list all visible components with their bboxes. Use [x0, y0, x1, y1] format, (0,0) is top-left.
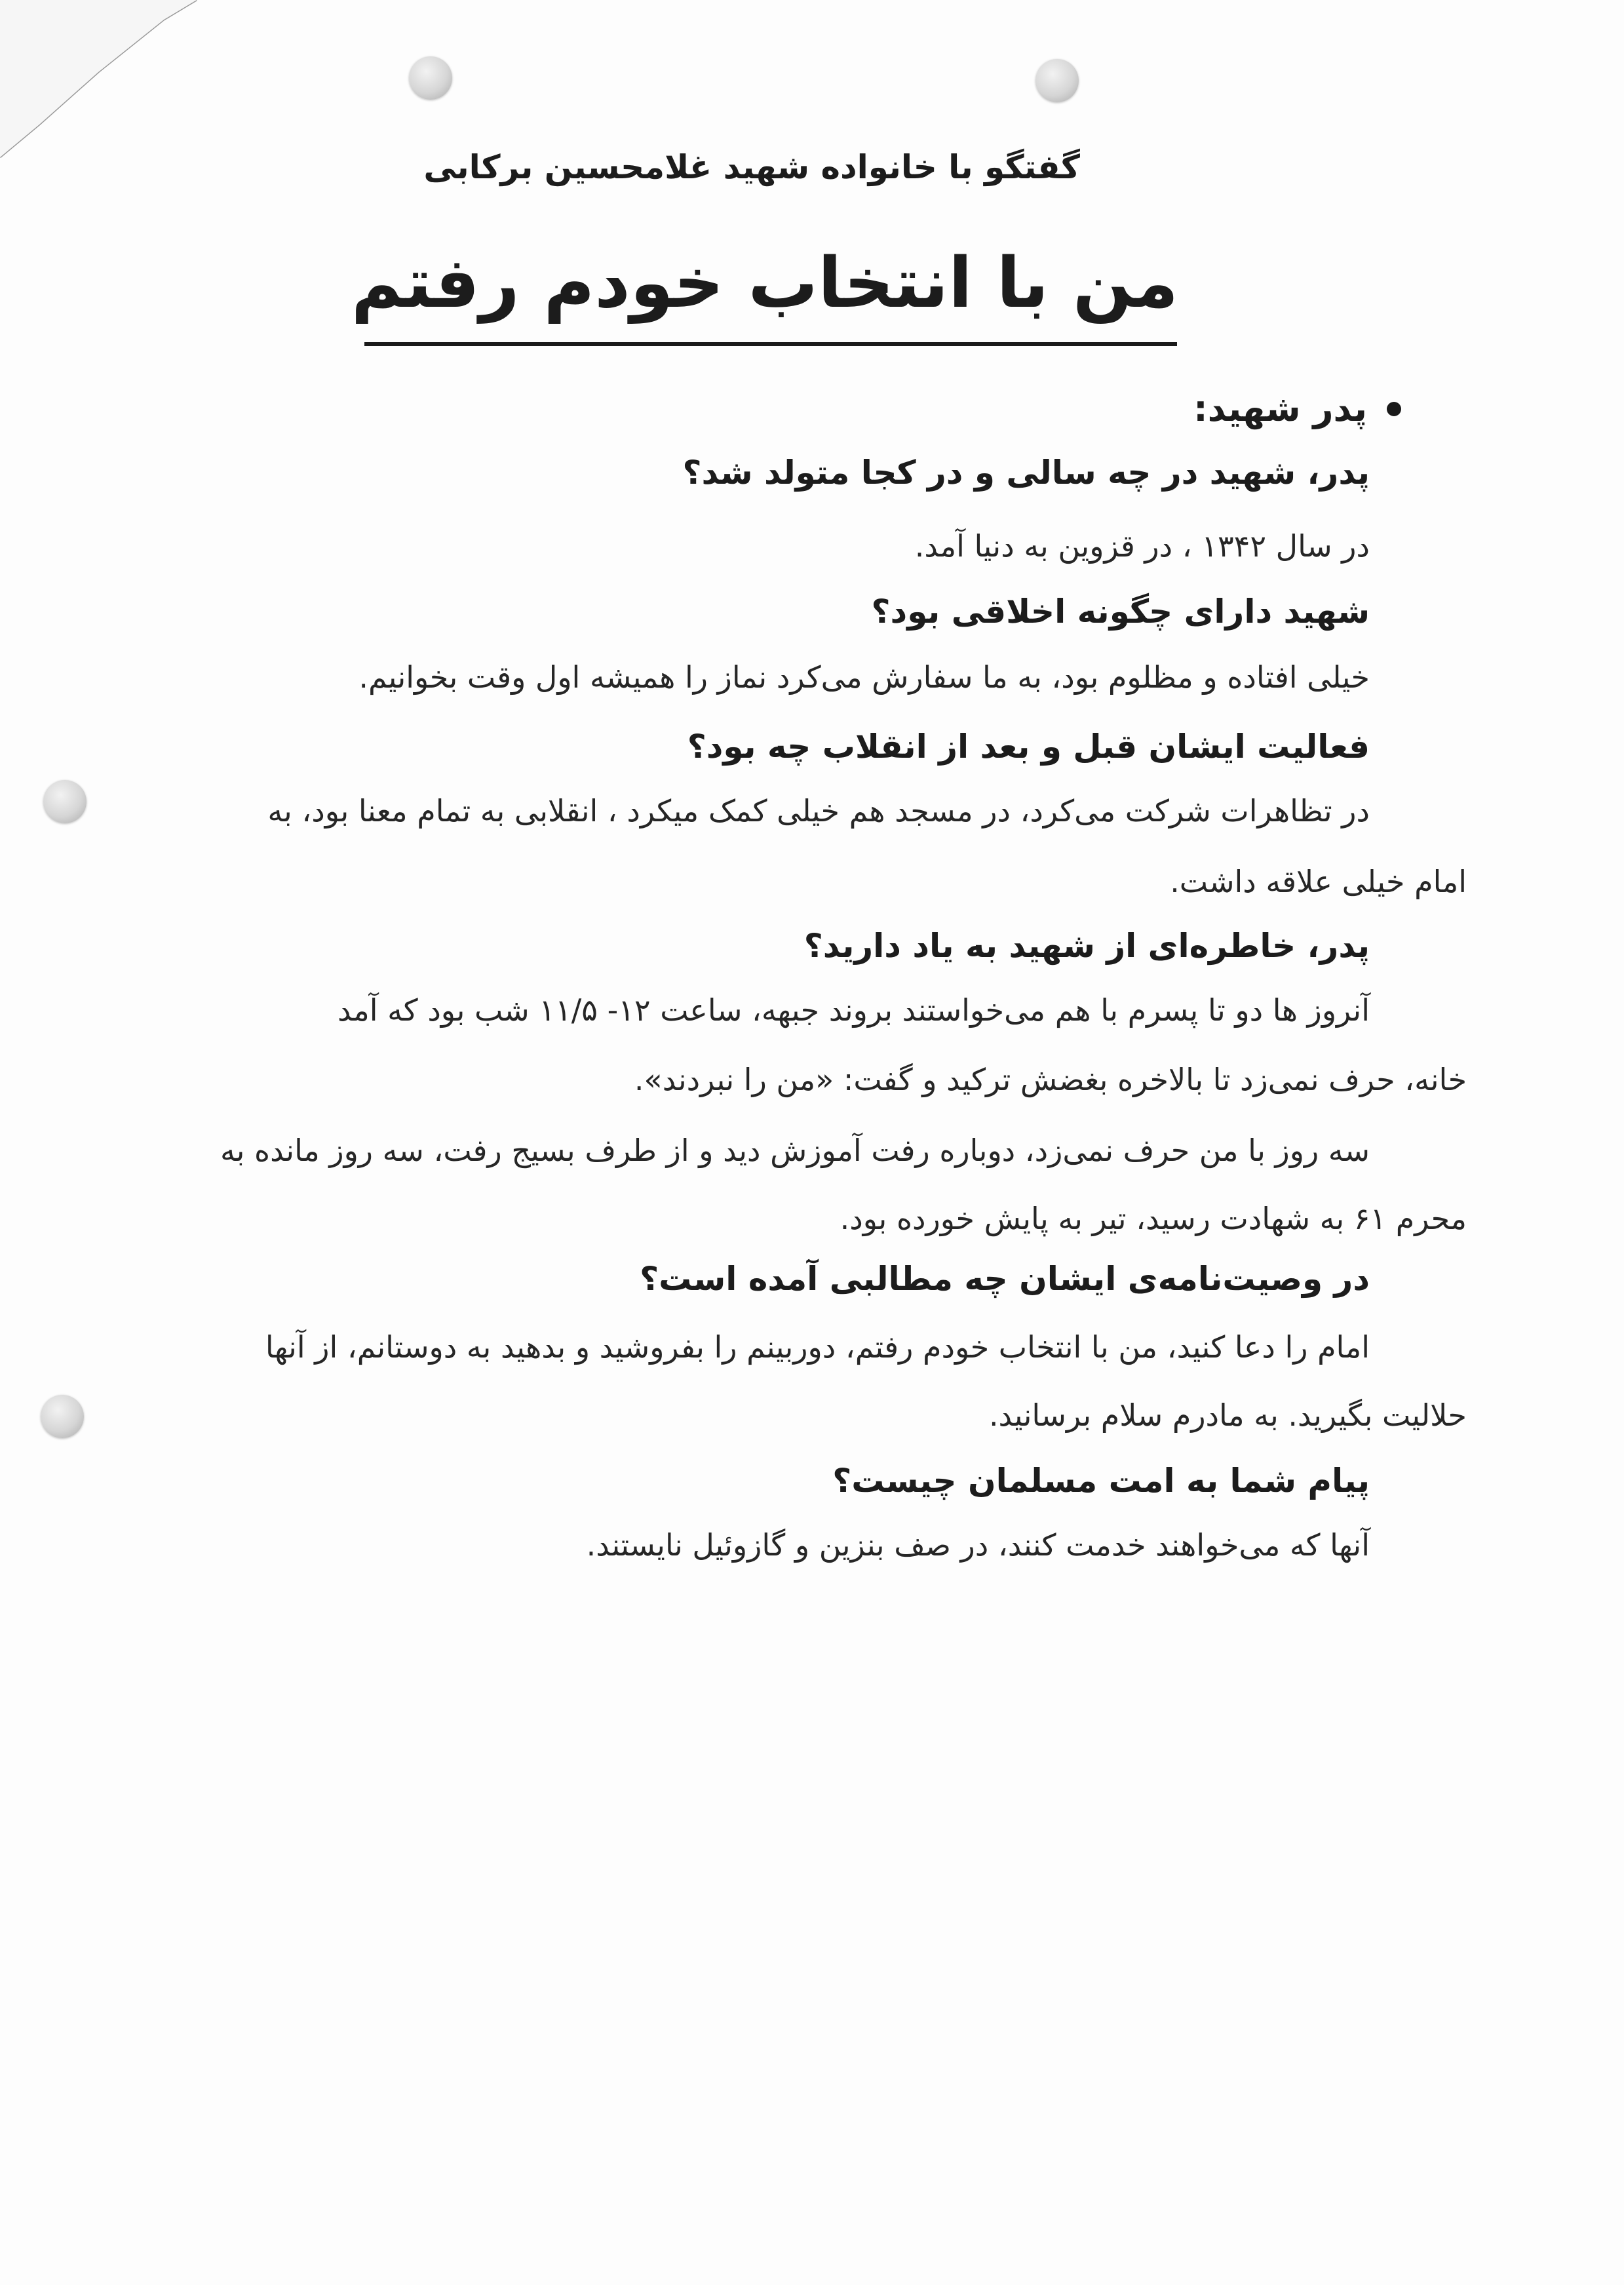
answer-6: آنها که می‌خواهند خدمت کنند، در صف بنزین و گازوئیل نایستند. [586, 1527, 1370, 1563]
question-3: فعالیت ایشان قبل و بعد از انقلاب چه بود؟ [687, 728, 1370, 766]
answer-3-line-1: در تظاهرات شرکت می‌کرد، در مسجد هم خیلی کمک میکرد ، انقلابی به تمام معنا بود، به [267, 793, 1370, 829]
punch-hole [1035, 59, 1079, 102]
question-1: پدر، شهید در چه سالی و در کجا متولد شد؟ [682, 454, 1370, 492]
answer-4-line-2: خانه، حرف نمی‌زد تا بالاخره بغضش ترکید و گفت: «من را نبردند». [634, 1062, 1467, 1097]
answer-1: در سال ۱۳۴۲ ، در قزوین به دنیا آمد. [914, 528, 1370, 564]
scan-fold-mark [0, 0, 249, 170]
punch-hole [41, 1395, 84, 1438]
question-4: پدر، خاطره‌ای از شهید به یاد دارید؟ [803, 927, 1370, 965]
title-underline [364, 342, 1177, 346]
bullet-icon [1387, 402, 1401, 416]
answer-5-line-2: حلالیت بگیرید. به مادرم سلام برسانید. [988, 1397, 1467, 1433]
answer-4-line-4: محرم ۶۱ به شهادت رسید، تیر به پایش خورده بود. [840, 1201, 1467, 1236]
section-heading-label: پدر شهید: [1193, 388, 1367, 429]
section-heading [1193, 388, 1401, 429]
answer-2: خیلی افتاده و مظلوم بود، به ما سفارش می‌کرد نماز را همیشه اول وقت بخوانیم. [358, 659, 1370, 695]
question-2: شهید دارای چگونه اخلاقی بود؟ [871, 593, 1370, 631]
answer-3-line-2: امام خیلی علاقه داشت. [1170, 864, 1467, 899]
question-5: در وصیت‌نامه‌ی ایشان چه مطالبی آمده است؟ [640, 1260, 1370, 1298]
article-subtitle: گفتگو با خانواده شهید غلامحسین برکابی [423, 148, 1080, 186]
punch-hole [409, 56, 452, 100]
answer-5-line-1: امام را دعا کنید، من با انتخاب خودم رفتم، دوربینم را بفروشید و بدهید به دوستانم، از آنها [265, 1329, 1370, 1365]
punch-hole [43, 780, 87, 823]
question-6: پیام شما به امت مسلمان چیست؟ [832, 1462, 1370, 1500]
answer-4-line-3: سه روز با من حرف نمی‌زد، دوباره رفت آموزش دید و از طرف بسیج رفت، سه روز مانده به [220, 1133, 1370, 1168]
article-title: من با انتخاب خودم رفتم [351, 243, 1178, 323]
answer-4-line-1: آنروز ها دو تا پسرم با هم می‌خواستند بروند جبهه، ساعت ۱۲- ۱۱/۵ شب بود که آمد [337, 992, 1370, 1028]
